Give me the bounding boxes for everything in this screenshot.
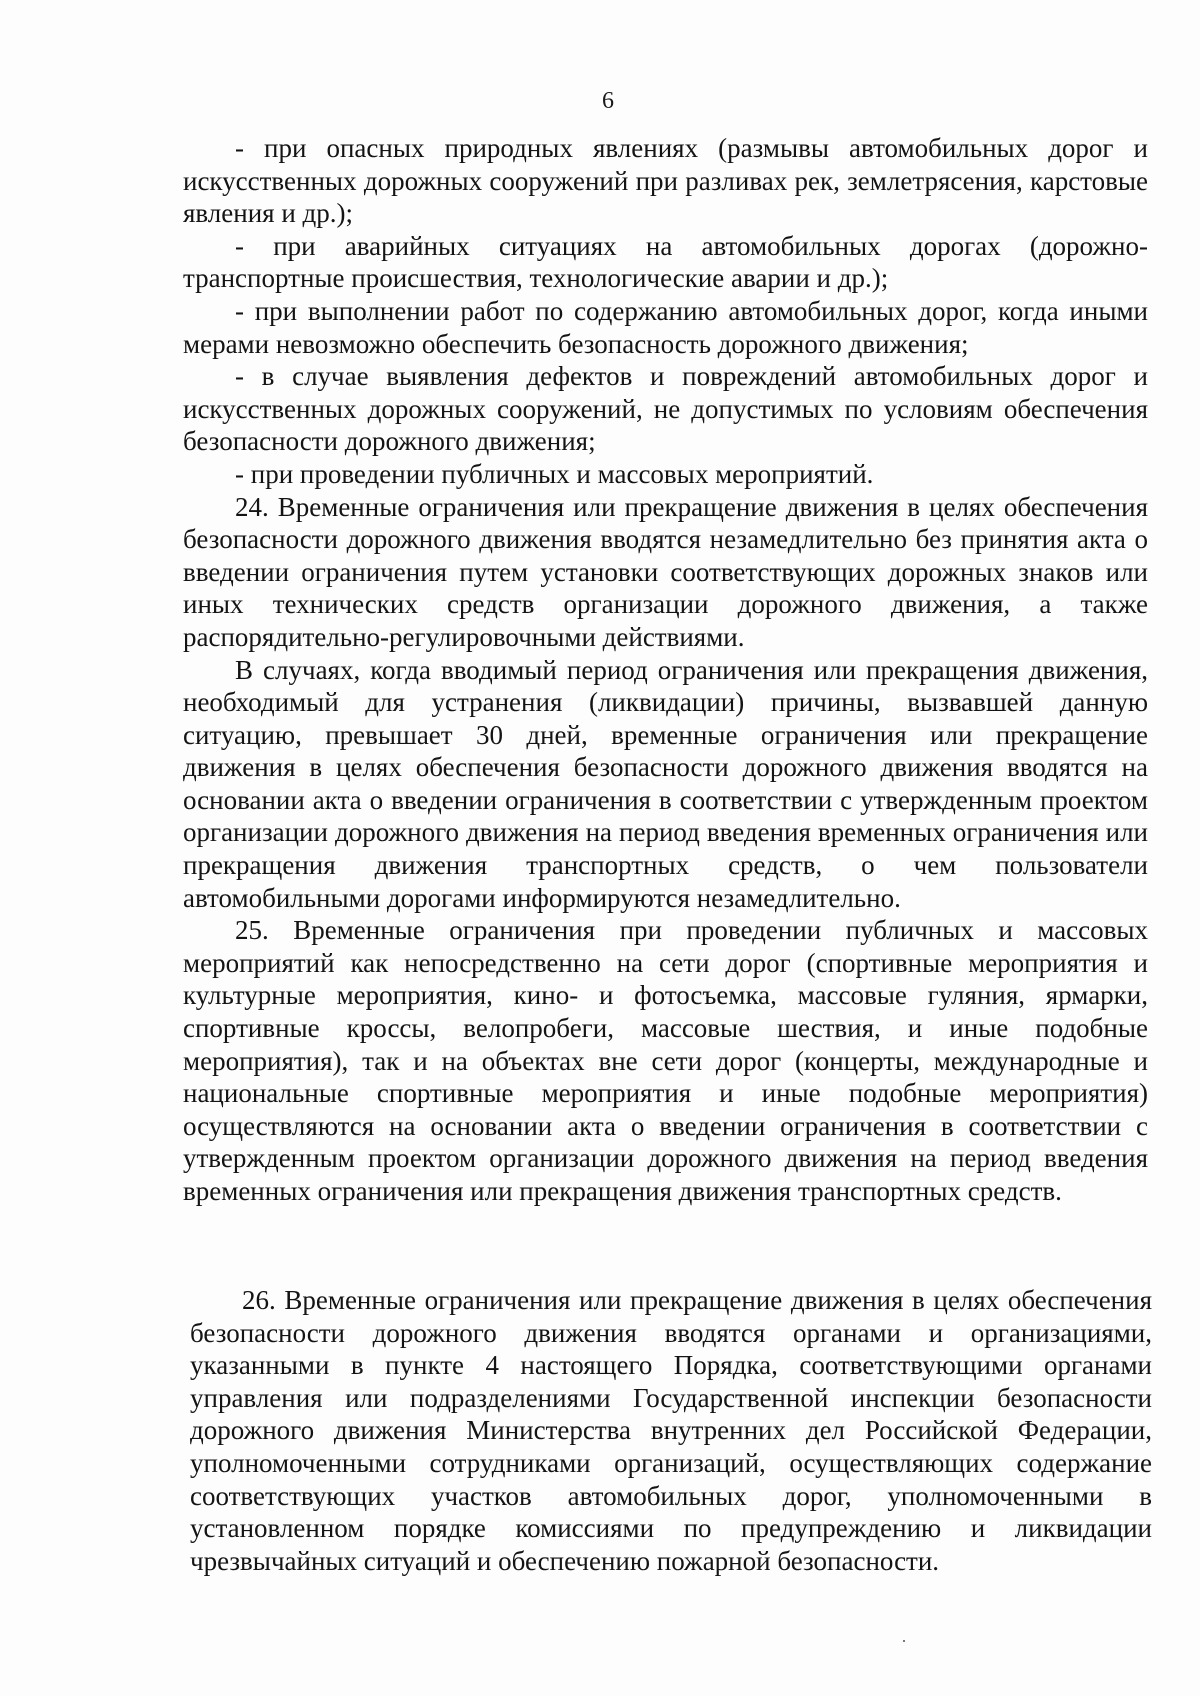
paragraph-item-25: 25. Временные ограничения при проведении публичных и массовых мероприятий как непосредственно на сети дорог (спортивные мероприятия и культурные мероприятия, кино- и фотосъемка, массовые гуляния, ярмарки, спортивные кроссы, велопробеги, массовые шествия, и иные подобные мероприятия), так и на объектах вне сети дорог (концерты, международные и национальные спортивные мероприятия и иные подобные мероприятия) осуществляются на основании акта о введении ограничения в соответствии с утвержденным проектом организации дорожного движения на период введения временных ограничения или прекращения движения транспортных средств. bbox=[183, 915, 1148, 1206]
paragraph-defects: - в случае выявления дефектов и повреждений автомобильных дорог и искусственных дорожных сооружений, не допустимых по условиям обеспечения безопасности дорожного движения; bbox=[183, 361, 1148, 457]
paragraph-emergency-situations: - при аварийных ситуациях на автомобильных дорогах (дорожно-транспортные происшествия, технологические аварии и др.); bbox=[183, 230, 1148, 294]
paragraph-maintenance-works: - при выполнении работ по содержанию автомобильных дорог, когда иными мерами невозможно обеспечить безопасность дорожного движения; bbox=[183, 295, 1148, 359]
document-body bbox=[183, 132, 1148, 1208]
paragraph-public-events: - при проведении публичных и массовых мероприятий. bbox=[235, 458, 874, 489]
paragraph-natural-hazards: - при опасных природных явлениях (размывы автомобильных дорог и искусственных дорожных сооружений при разливах рек, землетрясения, карстовые явления и др.); bbox=[183, 133, 1148, 229]
paragraph-item-26: 26. Временные ограничения или прекращение движения в целях обеспечения безопасности дорожного движения вводятся органами и организациями, указанными в пункте 4 настоящего Порядка, соответствующими органами управления или подразделениями Государственной инспекции безопасности дорожного движения Министерства внутренних дел Российской Федерации, уполномоченными сотрудниками организаций, осуществляющих содержание соответствующих участков автомобильных дорог, уполномоченными в установленном порядке комиссиями по предупреждению и ликвидации чрезвычайных ситуаций и обеспечению пожарной безопасности. bbox=[190, 1285, 1152, 1576]
paragraph-over-30-days: В случаях, когда вводимый период ограничения или прекращения движения, необходимый для устранения (ликвидации) причины, вызвавшей данную ситуацию, превышает 30 дней, временные ограничения или прекращение движения в целях обеспечения безопасности дорожного движения вводятся на основании акта о введении ограничения в соответствии с утвержденным проектом организации дорожного движения на период введения временных ограничения или прекращения движения транспортных средств, о чем пользователи автомобильными дорогами информируются незамедлительно. bbox=[183, 654, 1148, 913]
document-body-continued bbox=[190, 1284, 1152, 1577]
page-number: 6 bbox=[602, 88, 614, 114]
scan-speck bbox=[903, 1640, 905, 1642]
paragraph-item-24: 24. Временные ограничения или прекращение движения в целях обеспечения безопасности дорожного движения вводятся незамедлительно без принятия акта о введении ограничения путем установки соответствующих дорожных знаков или иных технических средств организации дорожного движения, а также распорядительно-регулировочными действиями. bbox=[183, 491, 1148, 652]
